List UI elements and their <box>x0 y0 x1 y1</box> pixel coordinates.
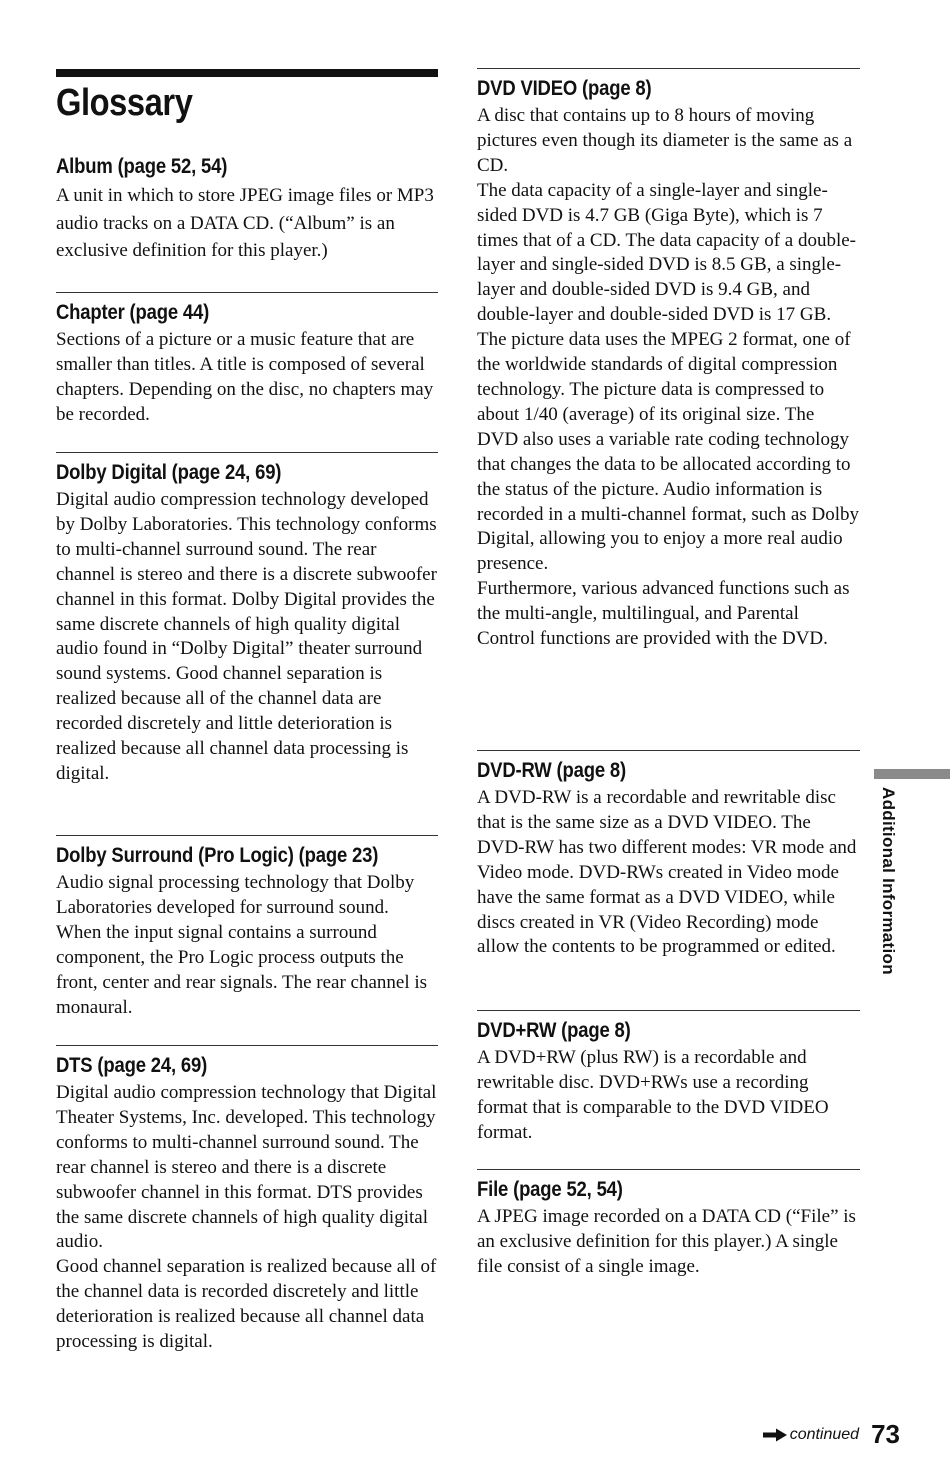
entry-term: Chapter (page 44) <box>56 301 210 324</box>
glossary-entry-dvd-video <box>477 68 860 652</box>
glossary-entry-dolby-digital <box>56 452 438 787</box>
entry-divider <box>477 750 860 751</box>
title-bar <box>56 69 438 77</box>
arrow-right-icon <box>762 1427 788 1443</box>
entry-term: DVD+RW (page 8) <box>477 1019 631 1042</box>
entry-term: Album (page 52, 54) <box>56 155 228 178</box>
entry-term: Dolby Surround (Pro Logic) (page 23) <box>56 844 379 867</box>
entry-term: DVD-RW (page 8) <box>477 759 626 782</box>
glossary-entry-chapter <box>56 292 438 428</box>
glossary-entry-file <box>477 1169 860 1280</box>
entry-text: A disc that contains up to 8 hours of moving pictures even though its diameter is the same as a CD. <box>477 105 853 176</box>
entry-divider <box>56 835 438 836</box>
entry-text: The picture data uses the MPEG 2 format, one of the worldwide standards of digital compression technology. The picture data is compressed to about 1/40 (average) of its original size. The DVD also uses a variable rate coding technology that changes the data to be allocated according to the status of the picture. Audio information is recorded in a multi-channel format, such as Dolby Digital, allowing you to enjoy a more real audio presence. <box>477 329 859 575</box>
entry-divider <box>56 292 438 293</box>
entry-term: File (page 52, 54) <box>477 1178 623 1201</box>
glossary-entry-dvd-plus-rw <box>477 1010 860 1146</box>
entry-divider <box>477 68 860 69</box>
entry-text: The data capacity of a single-layer and single-sided DVD is 4.7 GB (Giga Byte), which is 7 times that of a CD. The data capacity of a double-layer and single-sided DVD is 8.5 GB, a single-layer and double-sided DVD is 9.4 GB, and double-layer and double-sided DVD is 17 GB. <box>477 179 856 326</box>
entry-divider <box>477 1169 860 1170</box>
glossary-entry-dolby-surround <box>56 835 438 1020</box>
entry-text: A unit in which to store JPEG image files or MP3 audio tracks on a DATA CD. (“Album” is an exclusive definition for this player.) <box>56 185 434 261</box>
entry-term: DVD VIDEO (page 8) <box>477 77 652 100</box>
continued-label: continued <box>789 1425 860 1443</box>
entry-text: Digital audio compression technology developed by Dolby Laboratories. This technology conforms to multi-channel surround sound. The rear channel is stereo and there is a discrete subwoofer channel in this format. Dolby Digital provides the same discrete channels of high quality digital audio found in “Dolby Digital” theater surround sound systems. Good channel separation is realized because all of the channel data are recorded discretely and little deterioration is realized because all channel data processing is digital. <box>56 489 437 784</box>
entry-text: A DVD-RW is a recordable and rewritable disc that is the same size as a DVD VIDEO. The DVD-RW has two different modes: VR mode and Video mode. DVD-RWs created in Video mode have the same format as a DVD VIDEO, while discs created in VR (Video Recording) mode allow the contents to be programmed or edited. <box>477 787 857 958</box>
entry-divider <box>56 1045 438 1046</box>
glossary-entry-album <box>56 155 438 265</box>
page-number: 73 <box>871 1419 900 1449</box>
entry-text: Digital audio compression technology that Digital Theater Systems, Inc. developed. This technology conforms to multi-channel surround sound. The rear channel is stereo and there is a discrete subwoofer channel in this format. DTS provides the same discrete channels of high quality digital audio. <box>56 1082 437 1253</box>
entry-text: A JPEG image recorded on a DATA CD (“File” is an exclusive definition for this player.) A single file consist of a single image. <box>477 1206 856 1277</box>
page-title: Glossary <box>56 82 193 124</box>
glossary-entry-dvd-rw <box>477 750 860 960</box>
entry-term: DTS (page 24, 69) <box>56 1054 208 1077</box>
entry-text: A DVD+RW (plus RW) is a recordable and rewritable disc. DVD+RWs use a recording format that is comparable to the DVD VIDEO format. <box>477 1047 829 1143</box>
entry-text: Good channel separation is realized because all of the channel data is recorded discretely and little deterioration is realized because all channel data processing is digital. <box>56 1256 437 1353</box>
entry-term: Dolby Digital (page 24, 69) <box>56 461 282 484</box>
entry-divider <box>56 452 438 453</box>
section-label: Additional Information <box>879 787 898 975</box>
section-tab <box>874 769 950 779</box>
page-footer <box>762 1419 900 1450</box>
glossary-entry-dts <box>56 1045 438 1355</box>
entry-text: Furthermore, various advanced functions such as the multi-angle, multilingual, and Parental Control functions are provided with the DVD. <box>477 578 850 650</box>
entry-text: Sections of a picture or a music feature that are smaller than titles. A title is composed of several chapters. Depending on the disc, no chapters may be recorded. <box>56 329 434 425</box>
entry-text: Audio signal processing technology that Dolby Laboratories developed for surround sound. When the input signal contains a surround component, the Pro Logic process outputs the front, center and rear signals. The rear channel is monaural. <box>56 872 428 1018</box>
entry-divider <box>477 1010 860 1011</box>
